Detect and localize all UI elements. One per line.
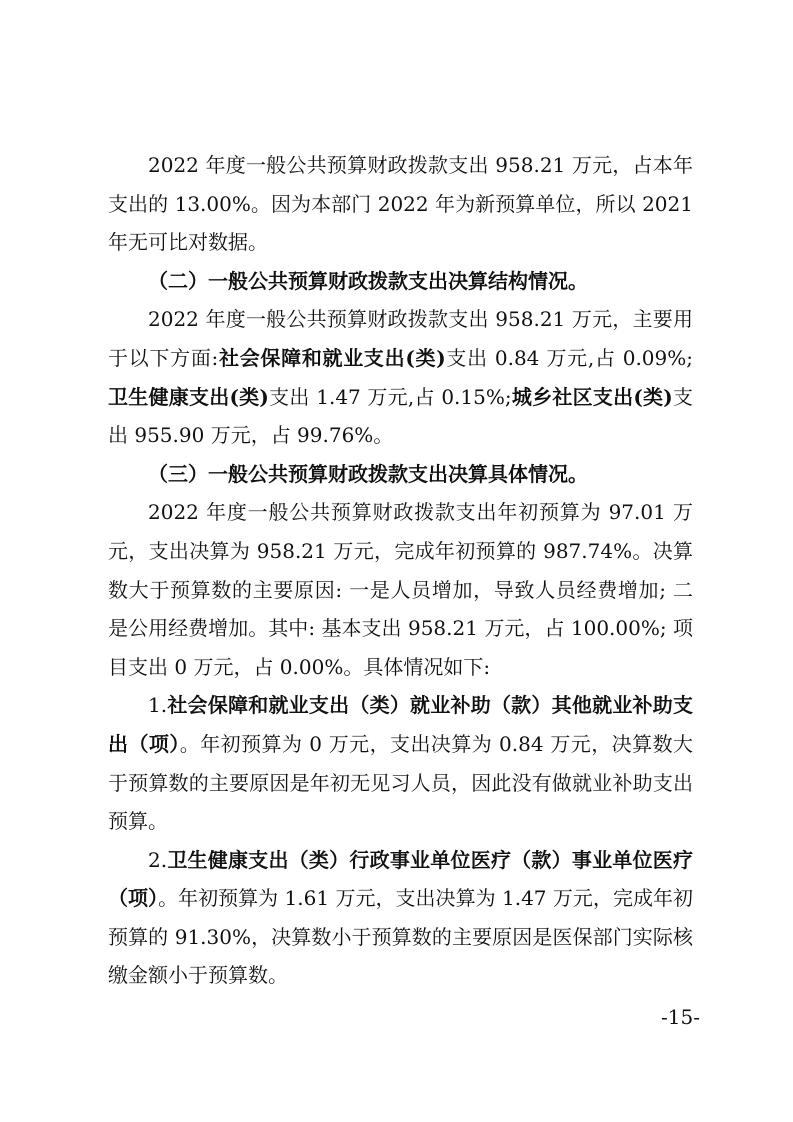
list-item-2 (108, 841, 693, 995)
list-item-number: 1. (148, 693, 168, 718)
text-run: 支出 0.84 万元,占 0.09%; (445, 345, 693, 370)
list-item-text: 。年初预算为 0 万元，支出决算为 0.84 万元，决算数大于预算数的主要原因是年初无见习人员，因此没有做就业补助支出预算。 (108, 731, 694, 834)
bold-category-health: 卫生健康支出(类) (108, 384, 269, 409)
page-number: -15- (661, 1005, 700, 1029)
heading-details: （三）一般公共预算财政拨款支出决算具体情况。 (148, 461, 588, 486)
list-item-number: 2. (148, 847, 168, 872)
list-item-1 (108, 686, 693, 840)
text-run: 支出 955.90 万元，占 99.76%。 (108, 384, 693, 448)
list-item-title: 社会保障和就业支出（类）就业补助（款）其他就业补助支出（项） (108, 693, 693, 756)
paragraph-expenditure-structure (108, 300, 693, 454)
bold-category-urban-rural: 城乡社区支出(类) (511, 384, 673, 409)
text-run: 2022 年度一般公共预算财政拨款支出 958.21 万元，主要用于以下方面: (108, 307, 693, 370)
body-text (108, 146, 693, 995)
paragraph-expenditure-details: 2022 年度一般公共预算财政拨款支出年初预算为 97.01 万元，支出决算为 958.21 万元，完成年初预算的 987.74%。决算数大于预算数的主要原因: 一是人员增加，导致人员经费增加; 二是公用经费增加。其中: 基本支出 958.21 万元，占 100.00%; 项目支出 0 万元，占 0.00%。具体情况如下: (108, 500, 693, 679)
heading-structure: （二）一般公共预算财政拨款支出决算结构情况。 (148, 268, 588, 293)
bold-category-social-security: 社会保障和就业支出(类) (218, 345, 446, 370)
text-run: 支出 1.47 万元,占 0.15%; (268, 384, 512, 409)
list-item-title: 卫生健康支出（类）行政事业单位医疗（款）事业单位医疗（项） (108, 847, 693, 911)
paragraph-expenditure-summary: 2022 年度一般公共预算财政拨款支出 958.21 万元，占本年支出的 13.00%。因为本部门 2022 年为新预算单位，所以 2021 年无可比对数据。 (108, 153, 693, 255)
list-item-text: 。年初预算为 1.61 万元，支出决算为 1.47 万元，完成年初预算的 91.30%，决算数小于预算数的主要原因是医保部门实际核缴金额小于预算数。 (108, 886, 693, 988)
